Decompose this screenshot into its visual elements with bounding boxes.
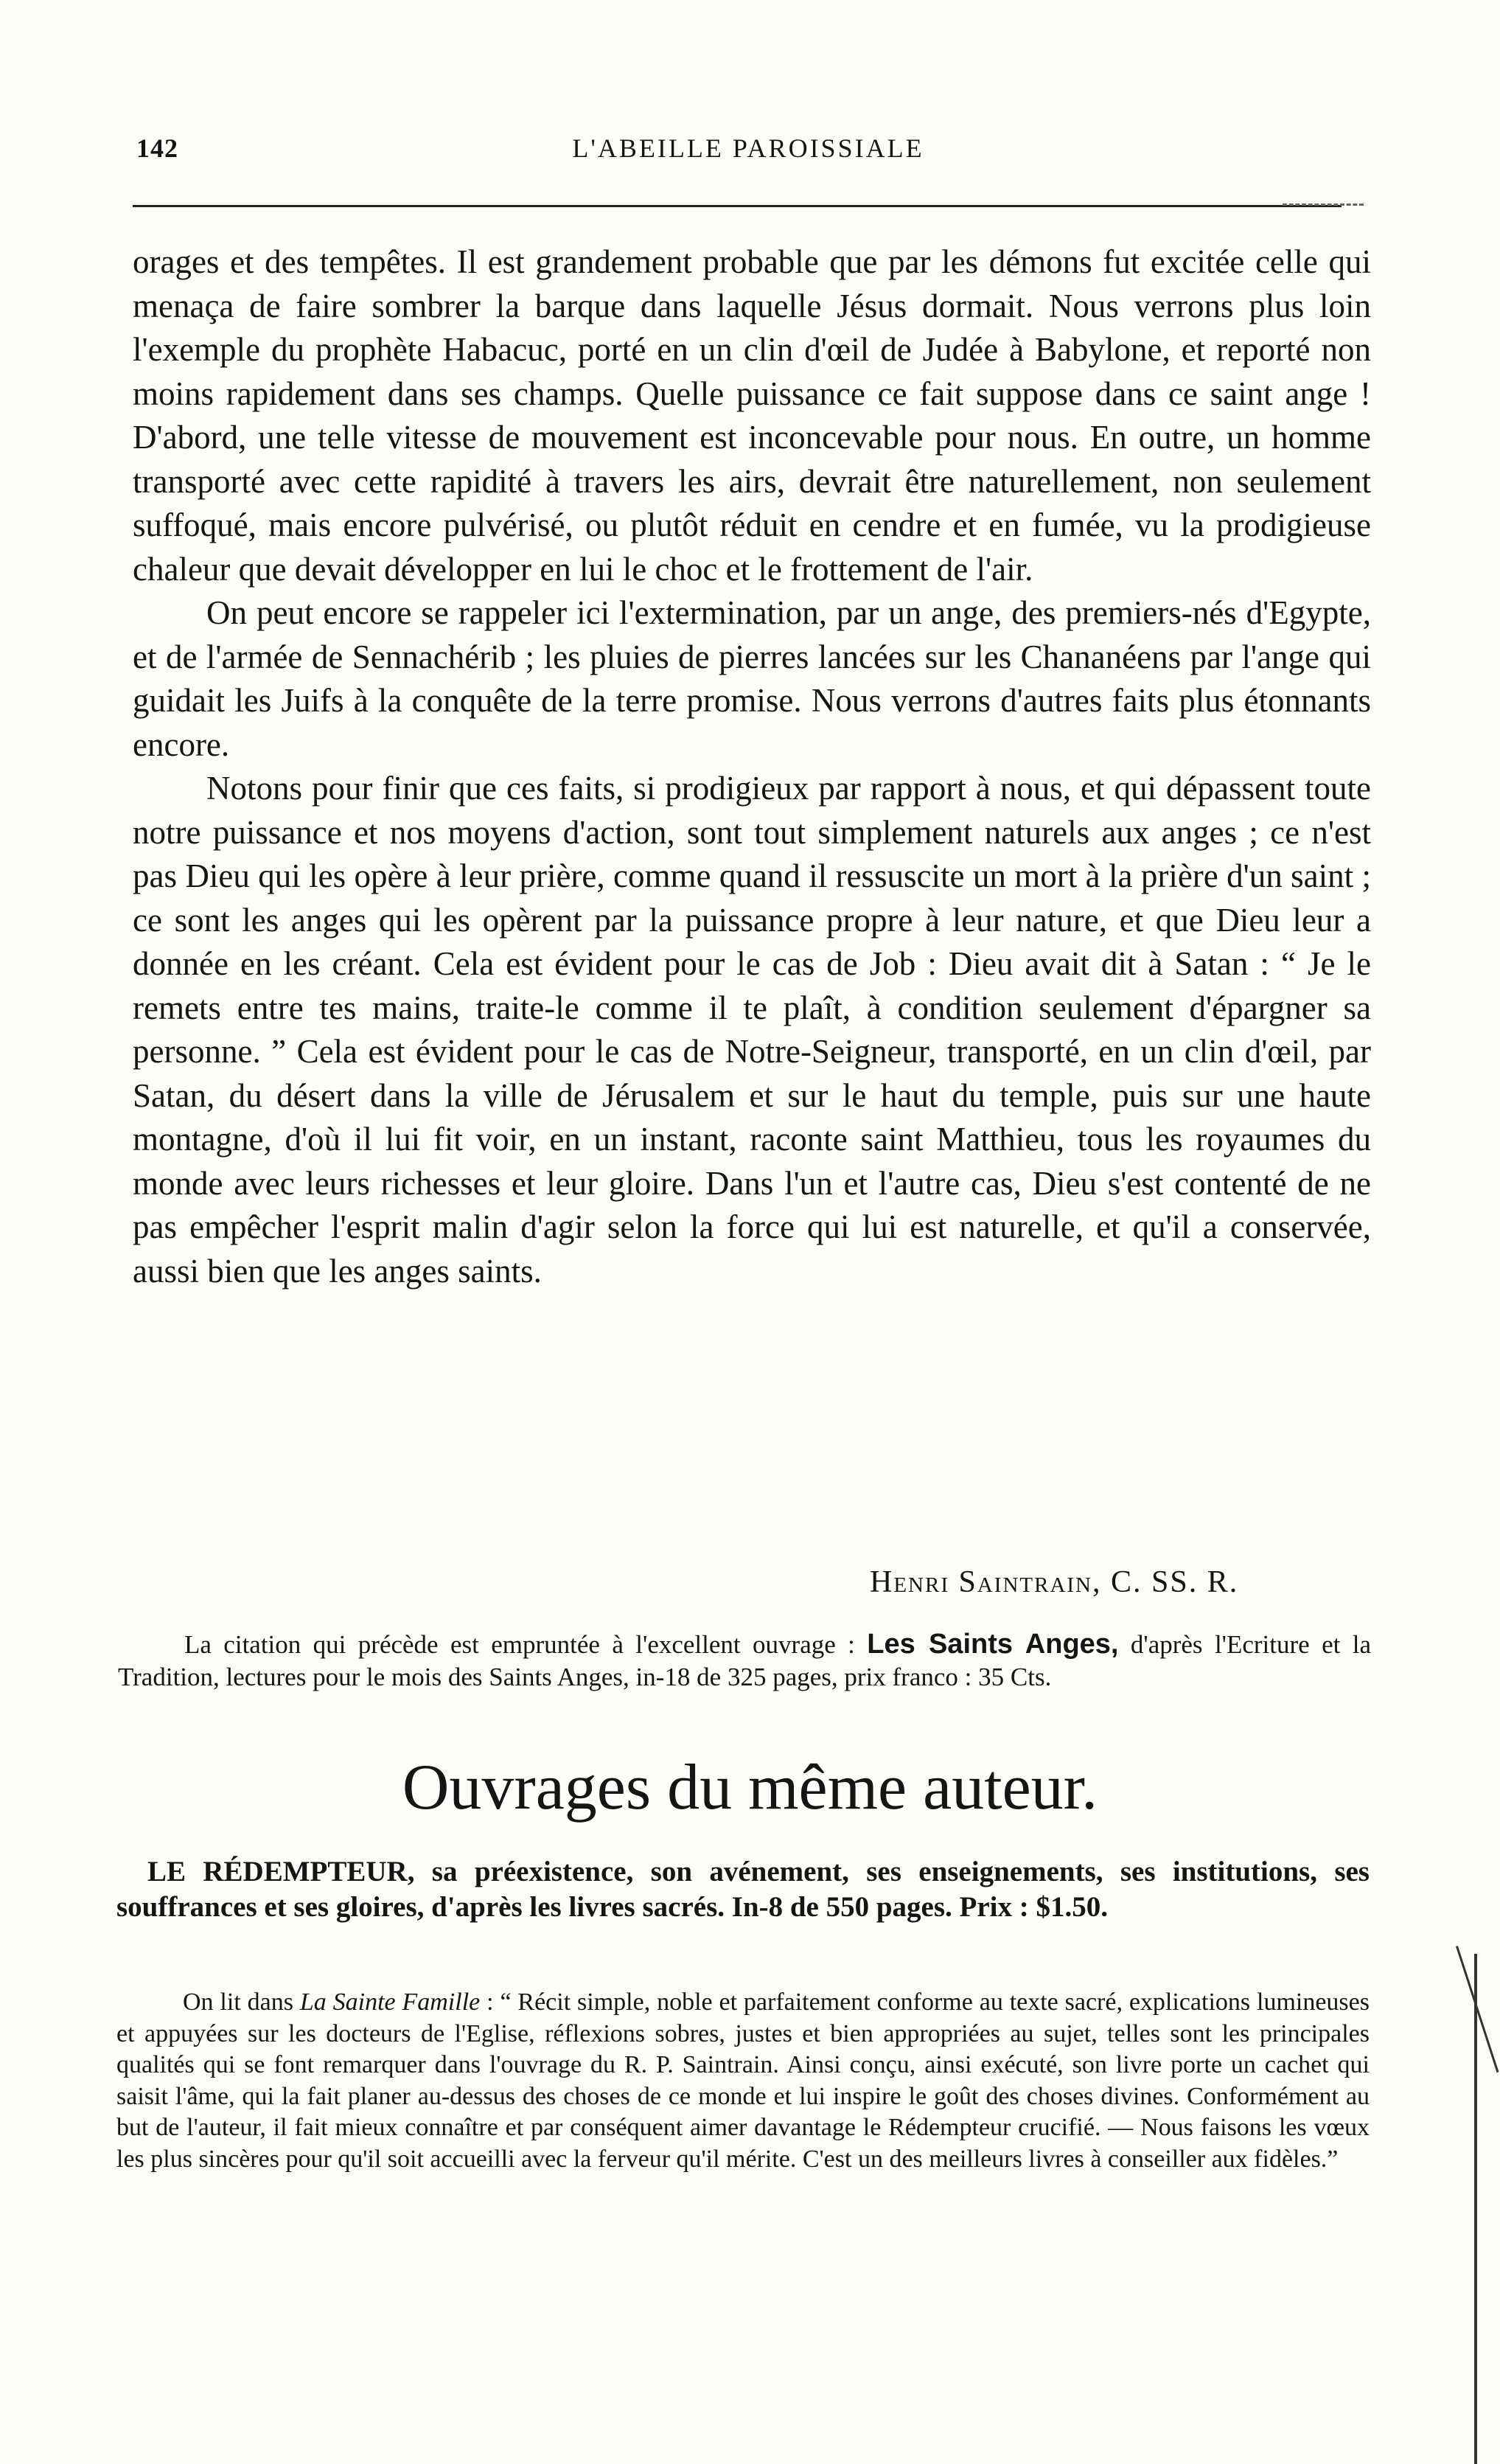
note-book-title: Les Saints Anges, [867, 1629, 1119, 1660]
page-header [136, 133, 1360, 177]
section-heading: Ouvrages du même auteur. [402, 1752, 1098, 1823]
scan-edge-line [1474, 1954, 1477, 2464]
book-review [116, 1987, 1370, 2175]
review-text: : “ Récit simple, noble et parfaitement conforme au texte sacré, explications lumineuses et appuyées sur les docteurs de l'Eglise, réflexions sobres, justes et bien appropriées au sujet, telles sont les principales qualités qui se font remarquer dans l'ouvrage du R. P. Saintrain. Ainsi conçu, ainsi exécuté, son livre porte un cachet qui saisit l'âme, qui la fait planer au-dessus des choses de ce monde et lui inspire le goût des choses divines. Conformément au but de l'auteur, il fait mieux connaître et par conséquent aimer davantage le Rédempteur crucifié. — Nous faisons les vœux les plus sincères pour qu'il soit accueilli avec la ferveur qu'il mérite. C'est un des meilleurs livres à conseiller aux fidèles.” [116, 1988, 1370, 2173]
page-number: 142 [136, 133, 178, 163]
book-description: LE RÉDEMPTEUR, sa préexistence, son avénement, ses enseignements, ses institutions, ses souffrances et ses gloires, d'après les livres sacrés. In-8 de 550 pages. Prix : $1.50. [116, 1856, 1370, 1923]
header-rule [133, 205, 1342, 207]
paragraph-3: Notons pour finir que ces faits, si prodigieux par rapport à nous, et qui dépassent toute notre puissance et nos moyens d'action, sont tout simplement naturels aux anges ; ce n'est pas Dieu qui les opère à leur prière, comme quand il ressuscite un mort à la prière d'un saint ; ce sont les anges qui les opèrent par la puissance propre à leur nature, et que Dieu leur a donnée en les créant. Cela est évident pour le cas de Job : Dieu avait dit à Satan : “ Je le remets entre tes mains, traite-le comme il te plaît, à condition seulement d'épargner sa personne. ” Cela est évident pour le cas de Notre-Seigneur, transporté, en un clin d'œil, par Satan, du désert dans la ville de Jérusalem et sur le haut du temple, puis sur une haute montagne, d'où il lui fit voir, en un instant, raconte saint Matthieu, tous les royaumes du monde avec leurs richesses et leur gloire. Dans l'un et l'autre cas, Dieu s'est contenté de ne pas empêcher l'esprit malin d'agir selon la force qui lui est naturelle, et qu'il a conservée, aussi bien que les anges saints. [133, 770, 1371, 1290]
paragraph-2: On peut encore se rappeler ici l'extermination, par un ange, des premiers-nés d'Egypte, et de l'armée de Sennachérib ; les pluies de pierres lancées sur les Chananéens par l'ange qui guidait les Juifs à la conquête de la terre promise. Nous verrons d'autres faits plus étonnants encore. [133, 594, 1371, 763]
source-note [118, 1628, 1371, 1694]
review-source: La Sainte Famille [299, 1988, 481, 2016]
paragraph-1: orages et des tempêtes. Il est grandement probable que par les démons fut excitée celle qui menaça de faire sombrer la barque dans laquelle Jésus dormait. Nous verrons plus loin l'exemple du prophète Habacuc, porté en un clin d'œil de Judée à Babylone, et reporté non moins rapidement dans ses champs. Quelle puissance ce fait suppose dans ce saint ange ! D'abord, une telle vitesse de mouvement est inconcevable pour nous. En outre, un homme transporté avec cette rapidité à travers les airs, devrait être naturellement, non seulement suffoqué, mais encore pulvérisé, ou plutôt réduit en cendre et en fumée, vu la prodigieuse chaleur que devait développer en lui le choc et le frottement de l'air. [133, 243, 1371, 588]
scan-artifact-line [1456, 1946, 1499, 2073]
running-title: L'ABEILLE PAROISSIALE [572, 133, 924, 163]
book-listing [116, 1854, 1370, 1925]
header-rule-tail [1283, 203, 1364, 206]
article-body [133, 240, 1371, 1293]
note-text-before: La citation qui précède est empruntée à l'excellent ouvrage : [184, 1630, 868, 1659]
author-signature: Henri Saintrain, C. SS. R. [870, 1565, 1239, 1599]
review-lead: On lit dans [183, 1988, 300, 2016]
note-text-after: d'après l'Ecriture et la Tradition, lectures pour le mois des Saints Anges, in-18 de 325 pages, prix franco : 35 Cts. [118, 1630, 1371, 1691]
